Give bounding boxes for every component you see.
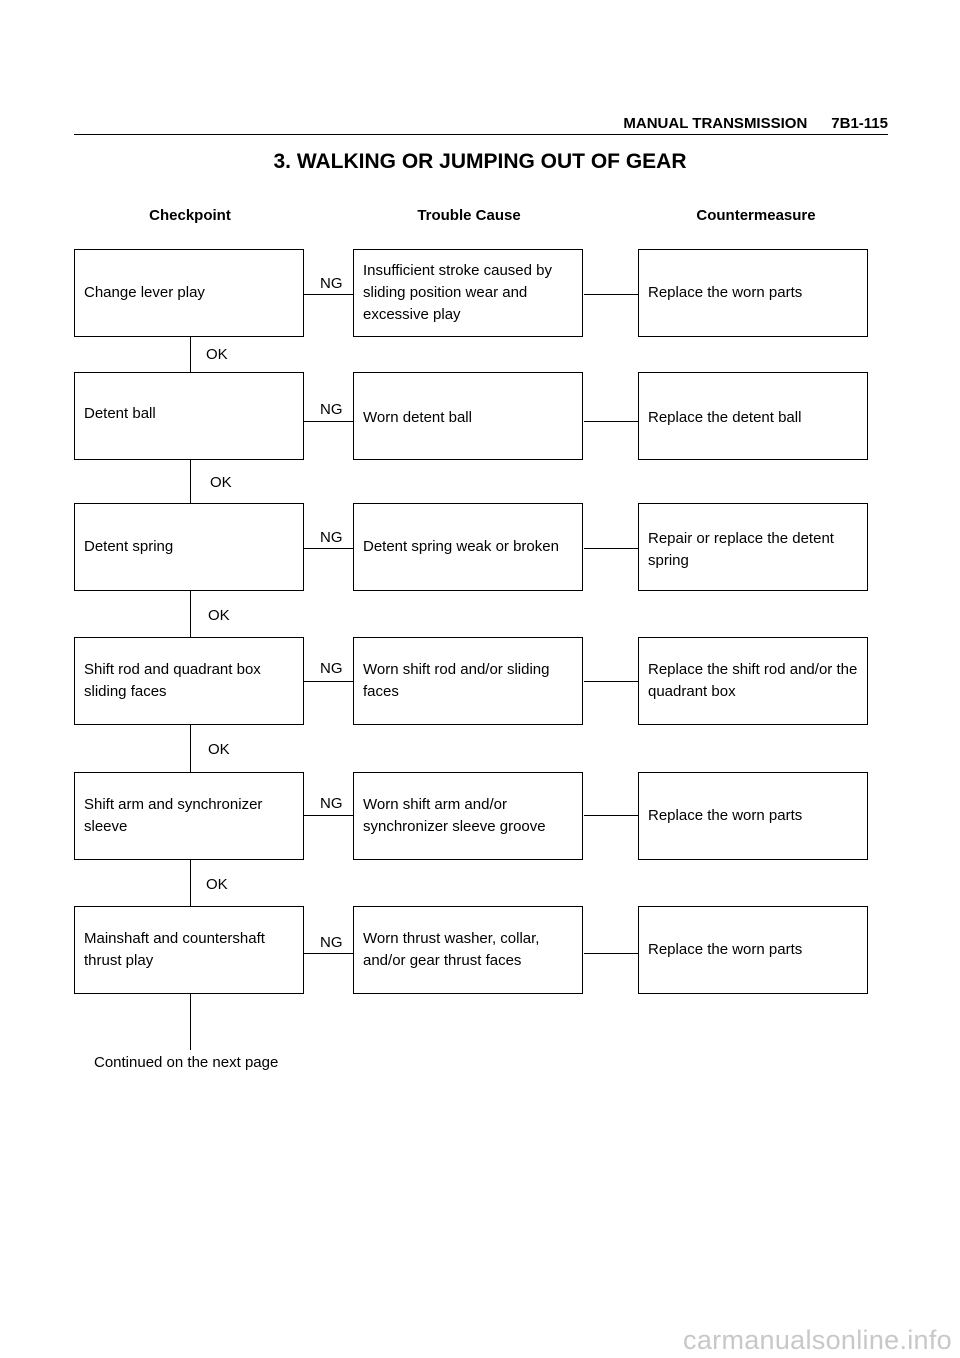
countermeasure-text: Replace the worn parts <box>648 941 803 958</box>
ok-connector <box>190 337 191 372</box>
page-number: 7B1-115 <box>831 115 888 132</box>
ok-label: OK <box>208 607 230 624</box>
checkpoint-box <box>74 372 304 460</box>
cause-text: Worn detent ball <box>363 409 472 426</box>
countermeasure-box <box>638 503 868 591</box>
countermeasure-text: Replace the shift rod and/or the quadrant box <box>648 661 858 700</box>
countermeasure-text: Replace the worn parts <box>648 284 803 301</box>
checkpoint-box <box>74 637 304 725</box>
ng-label: NG <box>320 660 343 677</box>
ok-connector <box>190 591 191 637</box>
watermark: carmanualsonline.info <box>683 1325 952 1355</box>
ng-connector <box>304 421 353 422</box>
countermeasure-box <box>638 372 868 460</box>
continued-note: Continued on the next page <box>94 1054 279 1071</box>
cause-box <box>353 772 583 860</box>
cause-box <box>353 503 583 591</box>
ng-connector <box>304 953 353 954</box>
ng-connector <box>304 681 353 682</box>
checkpoint-box <box>74 503 304 591</box>
ok-label: OK <box>206 346 228 363</box>
ng-label: NG <box>320 795 343 812</box>
ok-label: OK <box>208 741 230 758</box>
ok-connector <box>190 859 191 906</box>
cause-text: Worn thrust washer, collar, and/or gear thrust faces <box>363 930 540 969</box>
ok-connector <box>190 460 191 503</box>
checkpoint-box <box>74 906 304 994</box>
page-header <box>74 115 888 135</box>
countermeasure-box <box>638 772 868 860</box>
countermeasure-text: Replace the worn parts <box>648 807 803 824</box>
checkpoint-text: Detent ball <box>84 405 156 422</box>
cause-text: Detent spring weak or broken <box>363 538 559 555</box>
ok-label: OK <box>206 876 228 893</box>
cause-text: Worn shift rod and/or sliding faces <box>363 661 550 700</box>
cause-text: Insufficient stroke caused by sliding position wear and excessive play <box>363 262 552 323</box>
ng-label: NG <box>320 529 343 546</box>
continuation-connector <box>190 994 191 1050</box>
result-connector <box>584 294 638 295</box>
result-connector <box>584 815 638 816</box>
cause-box <box>353 906 583 994</box>
ok-connector <box>190 725 191 772</box>
result-connector <box>584 953 638 954</box>
ng-label: NG <box>320 275 343 292</box>
checkpoint-text: Change lever play <box>84 284 205 301</box>
checkpoint-box <box>74 772 304 860</box>
ng-connector <box>304 294 353 295</box>
column-header-trouble-cause: Trouble Cause <box>417 207 521 224</box>
checkpoint-text: Shift arm and synchronizer sleeve <box>84 796 263 835</box>
cause-box <box>353 637 583 725</box>
checkpoint-box <box>74 249 304 337</box>
ng-connector <box>304 548 353 549</box>
section-title: MANUAL TRANSMISSION <box>623 115 808 132</box>
countermeasure-text: Repair or replace the detent spring <box>648 530 834 569</box>
cause-box <box>353 372 583 460</box>
countermeasure-text: Replace the detent ball <box>648 409 802 426</box>
countermeasure-box <box>638 906 868 994</box>
ng-label: NG <box>320 934 343 951</box>
page-title: 3. WALKING OR JUMPING OUT OF GEAR <box>273 150 687 173</box>
column-header-checkpoint: Checkpoint <box>149 207 231 224</box>
checkpoint-text: Mainshaft and countershaft thrust play <box>84 930 265 969</box>
cause-text: Worn shift arm and/or synchronizer sleeve groove <box>363 796 546 835</box>
result-connector <box>584 681 638 682</box>
ng-label: NG <box>320 401 343 418</box>
checkpoint-text: Detent spring <box>84 538 174 555</box>
ng-connector <box>304 815 353 816</box>
checkpoint-text: Shift rod and quadrant box sliding faces <box>84 661 261 700</box>
cause-box <box>353 249 583 337</box>
result-connector <box>584 548 638 549</box>
result-connector <box>584 421 638 422</box>
countermeasure-box <box>638 637 868 725</box>
countermeasure-box <box>638 249 868 337</box>
column-header-countermeasure: Countermeasure <box>696 207 816 224</box>
ok-label: OK <box>210 474 232 491</box>
